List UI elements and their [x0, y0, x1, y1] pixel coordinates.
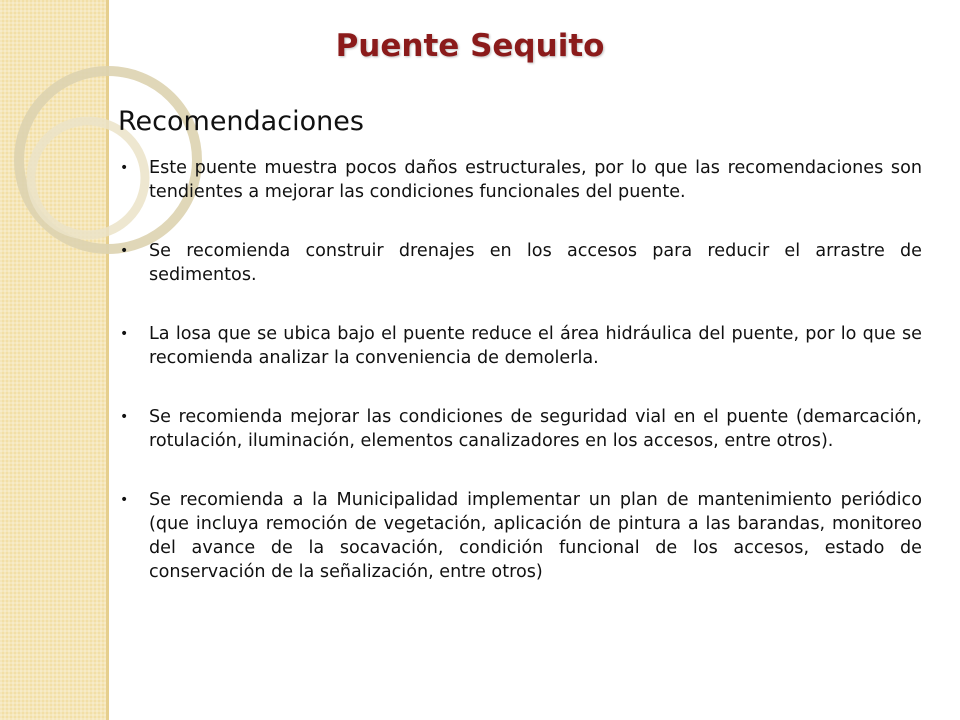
bullet-text: La losa que se ubica bajo el puente reduce el área hidráulica del puente, por lo que se recomienda analizar la conveniencia de demolerla.: [149, 324, 922, 368]
list-item: [118, 156, 922, 204]
bullet-text: Se recomienda mejorar las condiciones de seguridad vial en el puente (demarcación, rotulación, iluminación, elementos canalizadores en los accesos, entre otros).: [149, 407, 922, 451]
list-item: [118, 239, 922, 287]
bullet-dot-icon: •: [120, 243, 129, 259]
bullet-dot-icon: •: [120, 409, 129, 425]
bullet-dot-icon: •: [120, 326, 129, 342]
bullet-text: Este puente muestra pocos daños estructurales, por lo que las recomendaciones son tendientes a mejorar las condiciones funcionales del puente.: [149, 158, 922, 202]
bullet-text: Se recomienda a la Municipalidad implementar un plan de mantenimiento periódico (que incluya remoción de vegetación, aplicación de pintura a las barandas, monitoreo del avance de la socavación, condición funcional de los accesos, estado de conservación de la señalización, entre otros): [149, 490, 922, 582]
section-heading: Recomendaciones: [118, 106, 364, 137]
bullet-dot-icon: •: [120, 492, 129, 508]
slide-title: Puente Sequito: [335, 28, 605, 64]
list-item: [118, 488, 922, 584]
list-item: [118, 322, 922, 370]
list-item: [118, 405, 922, 453]
bullet-list: [118, 156, 922, 584]
bullet-dot-icon: •: [120, 160, 129, 176]
bullet-text: Se recomienda construir drenajes en los accesos para reducir el arrastre de sedimentos.: [149, 241, 922, 285]
